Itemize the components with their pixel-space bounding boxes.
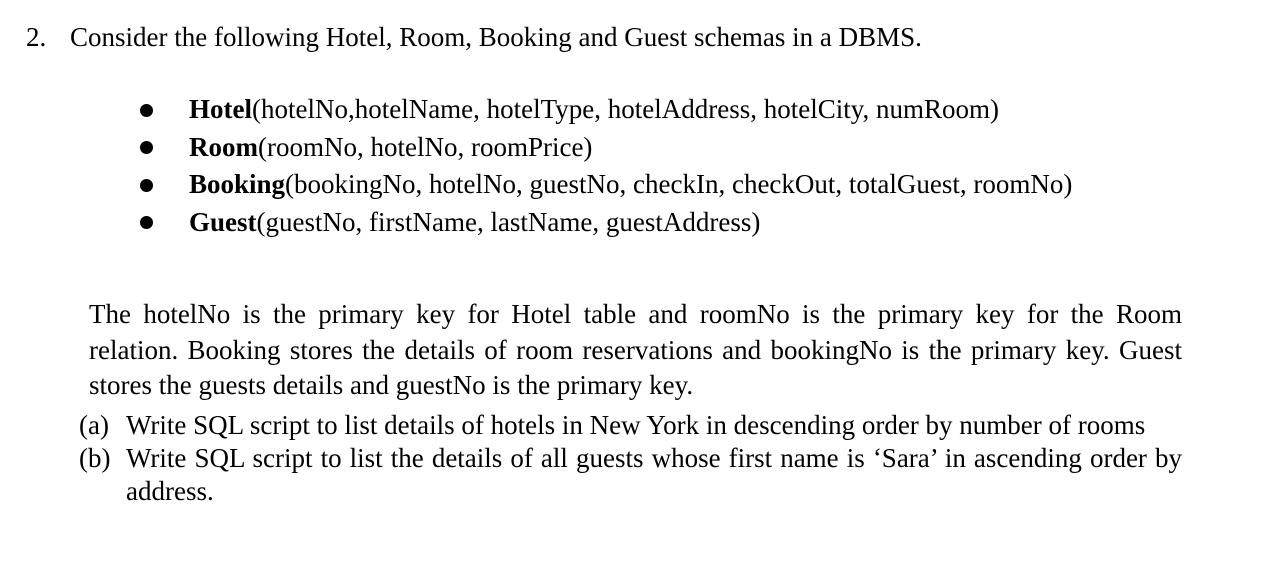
- bullet-icon: [140, 104, 153, 117]
- schema-attributes: (hotelNo,hotelName, hotelType, hotelAddress, hotelCity, numRoom): [251, 94, 999, 124]
- part-text: Write SQL script to list the details of all guests whose first name is ‘Sara’ in ascending order by address.: [126, 443, 1182, 506]
- question-parts: [79, 409, 1182, 508]
- bullet-icon: [140, 141, 153, 154]
- schema-attributes: (bookingNo, hotelNo, guestNo, checkIn, checkOut, totalGuest, roomNo): [285, 169, 1073, 199]
- part-a: [79, 409, 1182, 442]
- bullet-icon: [140, 216, 153, 229]
- bullet-icon: [140, 179, 153, 192]
- part-b: [79, 442, 1182, 508]
- schema-name: Hotel: [189, 94, 252, 124]
- description-paragraph: The hotelNo is the primary key for Hotel table and roomNo is the primary key for the Room relation. Booking stores the details of room reservations and bookingNo is the primary key. Guest stores the guests details and guestNo is the primary key.: [89, 299, 1182, 400]
- question-number: 2.: [26, 22, 47, 52]
- schema-name: Room: [189, 131, 258, 162]
- schema-attributes: (guestNo, firstName, lastName, guestAddress): [256, 206, 761, 237]
- part-label: (a): [79, 410, 109, 440]
- schema-name: Booking: [189, 169, 286, 199]
- question-heading: [26, 18, 922, 56]
- question-heading-text: Consider the following Hotel, Room, Booking and Guest schemas in a DBMS.: [70, 22, 922, 52]
- schema-name: Guest: [189, 206, 257, 237]
- part-text: Write SQL script to list details of hotels in New York in descending order by number of rooms: [126, 410, 1146, 440]
- schema-attributes: (roomNo, hotelNo, roomPrice): [258, 131, 593, 162]
- part-label: (b): [79, 443, 111, 473]
